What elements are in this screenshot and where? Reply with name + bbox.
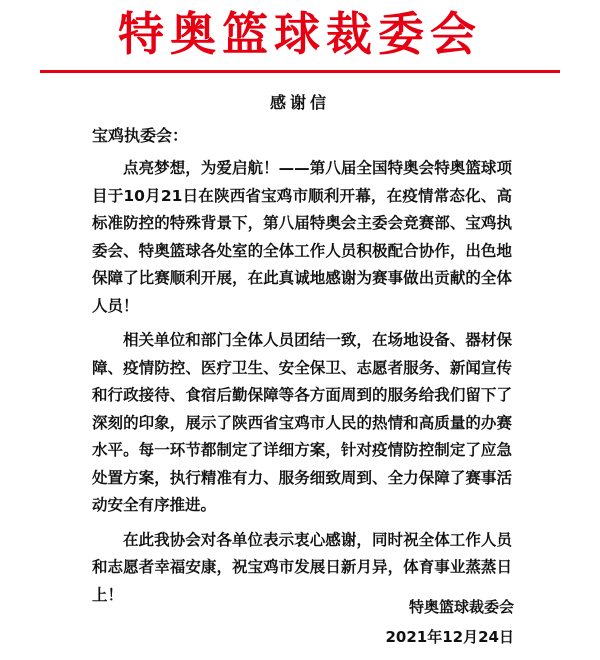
letter-title: 感谢信 [269,93,330,112]
letterhead-org-name: 特奥篮球裁委会 [118,7,482,61]
letter-date: 2021年12月24日 [385,628,514,646]
letter-salutation: 宝鸡执委会： [92,126,189,145]
letter-paragraph: 点亮梦想，为爱启航！——第八届全国特奥会特奥篮球项目于10月21日在陕西省宝鸡市顺利开幕，在疫情常态化、高标准防控的特殊背景下，第八届特奥会主委会竞赛部、宝鸡执委会、特奥篮球各处室的全体工作人员积极配合协作，出色地保障了比赛顺利开展，在此真诚地感谢为赛事做出贡献的全体人员！ [92,159,512,315]
letter-paragraph: 在此我协会对各单位表示衷心感谢，同时祝全体工作人员和志愿者幸福安康，祝宝鸡市发展日新月异，体育事业蒸蒸日上！ [92,530,512,604]
letter-signature: 特奥篮球裁委会 [408,598,514,616]
letterhead-divider [40,70,560,73]
letter-body [92,155,512,616]
letter-paragraph: 相关单位和部门全体人员团结一致，在场地设备、器材保障、疫情防控、医疗卫生、安全保卫、志愿者服务、新闻宣传和行政接待、食宿后勤保障等各方面周到的服务给我们留下了深刻的印象，展示了陕西省宝鸡市人民的热情和高质量的办赛水平。每一环节都制定了详细方案，针对疫情防控制定了应急处置方案，执行精准有力、服务细致周到、全力保障了赛事活动安全有序推进。 [92,331,512,514]
